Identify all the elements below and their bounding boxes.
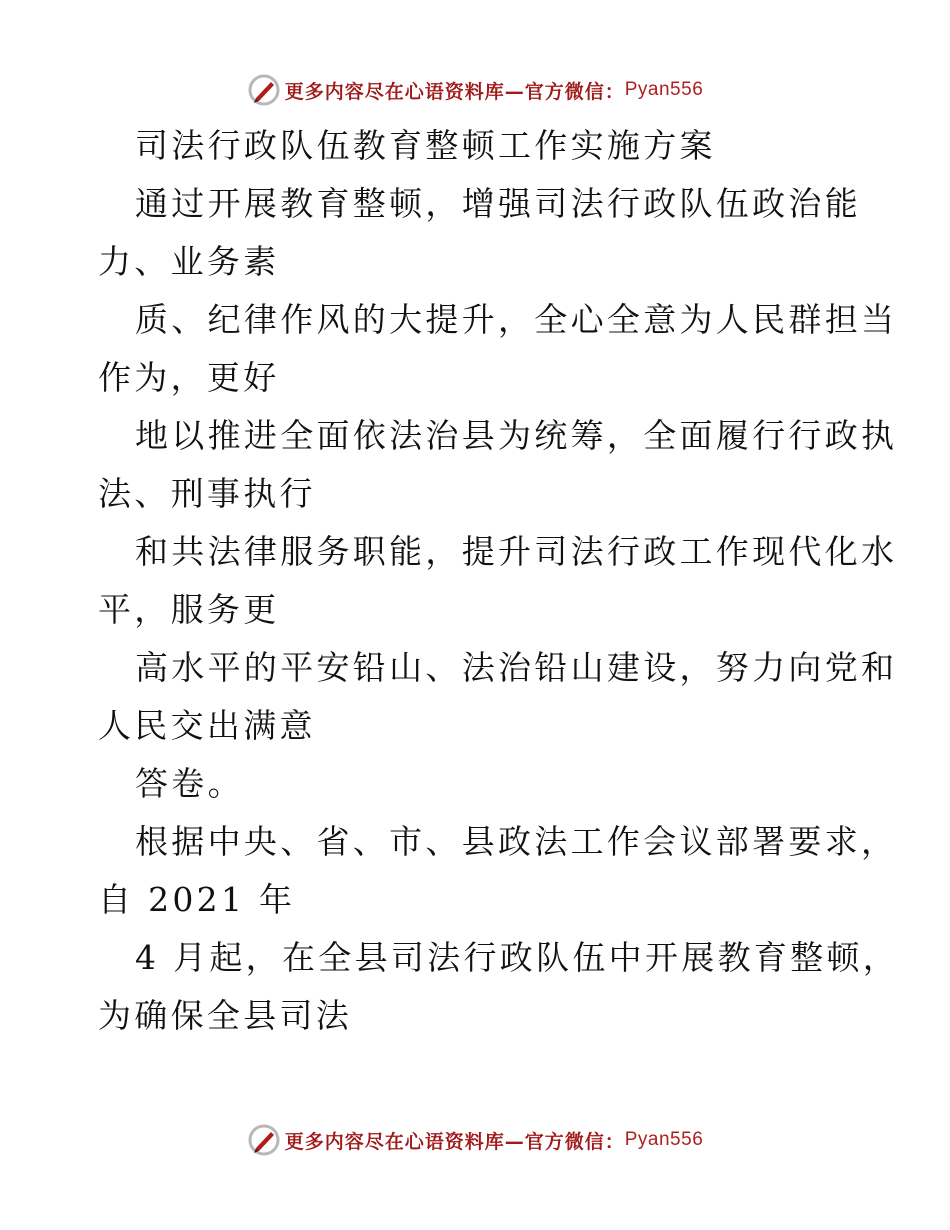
paragraph-line: 力、业务素 bbox=[98, 242, 280, 281]
paragraph-line: 作为，更好 bbox=[98, 358, 280, 397]
document-title: 司法行政队伍教育整顿工作实施方案 bbox=[135, 126, 716, 165]
red-pen-logo-icon bbox=[247, 73, 281, 107]
paragraph-line: 自 2021 年 bbox=[98, 880, 296, 919]
paragraph-line: 法、刑事执行 bbox=[98, 474, 316, 513]
banner-text: 更多内容尽在心语资料库—官方微信： bbox=[284, 1130, 625, 1153]
paragraph-line: 根据中央、省、市、县政法工作会议部署要求， bbox=[135, 822, 898, 861]
paragraph-line: 高水平的平安铅山、法治铅山建设，努力向党和 bbox=[135, 648, 898, 687]
paragraph-line: 人民交出满意 bbox=[98, 706, 316, 745]
paragraph-line: 为确保全县司法 bbox=[98, 996, 353, 1035]
paragraph-line: 平，服务更 bbox=[98, 590, 280, 629]
banner-text: 更多内容尽在心语资料库—官方微信： bbox=[284, 80, 625, 103]
paragraph-line: 质、纪律作风的大提升，全心全意为人民群担当 bbox=[135, 300, 898, 339]
banner-contact: Pyan556 bbox=[624, 1129, 704, 1150]
paragraph-line: 答卷。 bbox=[135, 764, 244, 803]
paragraph-line: 通过开展教育整顿，增强司法行政队伍政治能 bbox=[135, 184, 861, 223]
banner-contact: Pyan556 bbox=[624, 79, 704, 100]
footer-banner bbox=[0, 1120, 950, 1160]
header-banner bbox=[0, 70, 950, 110]
paragraph-line: 和共法律服务职能，提升司法行政工作现代化水 bbox=[135, 532, 898, 571]
paragraph-line: 地以推进全面依法治县为统筹，全面履行行政执 bbox=[135, 416, 898, 455]
paragraph-line: 4 月起，在全县司法行政队伍中开展教育整顿， bbox=[135, 938, 900, 977]
red-pen-logo-icon bbox=[247, 1123, 281, 1157]
